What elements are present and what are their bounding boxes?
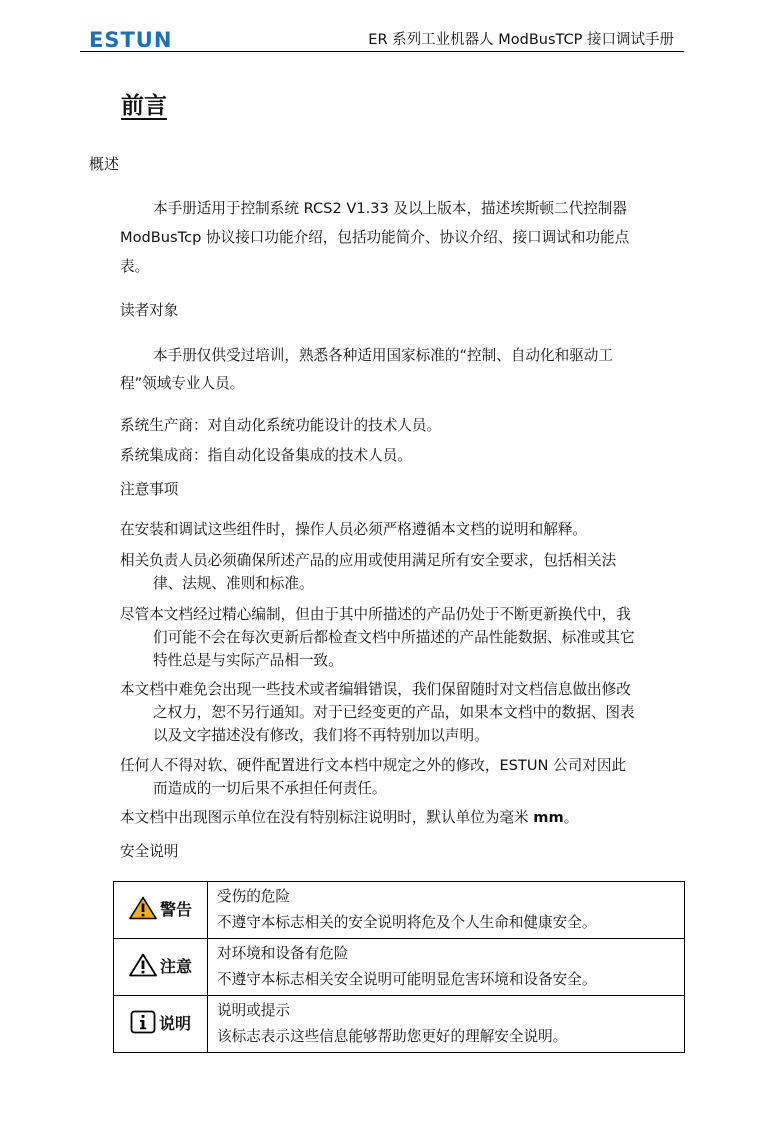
unit-sentence: 本文档中出现图示单位在没有特别标注说明时，默认单位为毫米 (120, 809, 534, 826)
safety-text: 该标志表示这些信息能够帮助您更好的理解安全说明。 (217, 1028, 568, 1045)
note-paragraph-line: 而造成的一切后果不承担任何责任。 (153, 780, 387, 797)
section-heading-safety: 安全说明 (120, 843, 179, 860)
unit-mm: mm (533, 809, 564, 826)
safety-sign-info (114, 996, 208, 1053)
caution-triangle-icon (129, 953, 157, 977)
paragraph-line: 表。 (120, 258, 150, 275)
section-heading-notes: 注意事项 (120, 481, 179, 498)
header-divider (80, 51, 684, 52)
paragraph-line: ModBusTcp 协议接口功能介绍，包括功能简介、协议介绍、接口调试和功能点 (120, 229, 630, 246)
section-heading-readers: 读者对象 (120, 302, 179, 319)
safety-label: 注意 (159, 956, 192, 976)
safety-label: 说明 (158, 1013, 191, 1033)
list-item: 系统生产商：对自动化系统功能设计的技术人员。 (120, 417, 442, 434)
note-paragraph-unit (120, 808, 578, 828)
table-row (114, 882, 685, 939)
safety-text: 不遵守本标志相关安全说明可能明显危害环境和设备安全。 (217, 971, 597, 988)
unit-sentence-end: 。 (563, 809, 579, 826)
safety-sign-warning (114, 882, 208, 939)
safety-text: 不遵守本标志相关的安全说明将危及个人生命和健康安全。 (217, 914, 597, 931)
note-paragraph-line: 之权力，恕不另行通知。对于已经变更的产品，如果本文档中的数据、图表 (153, 704, 635, 721)
note-paragraph-line: 尽管本文档经过精心编制，但由于其中所描述的产品仍处于不断更新换代中，我 (120, 606, 631, 623)
note-paragraph: 在安装和调试这些组件时，操作人员必须严格遵循本文档的说明和解释。 (120, 521, 588, 538)
note-paragraph-line: 相关负责人员必须确保所述产品的应用或使用满足所有安全要求，包括相关法 (120, 552, 617, 569)
note-paragraph-line: 们可能不会在每次更新后都检查文档中所描述的产品性能数据、标准或其它 (153, 629, 635, 646)
page-title: 前言 (121, 93, 167, 119)
safety-description (208, 939, 685, 996)
section-heading-overview: 概述 (89, 155, 120, 173)
safety-table (113, 881, 685, 1053)
safety-label: 警告 (159, 899, 192, 919)
note-paragraph-line: 特性总是与实际产品相一致。 (153, 652, 343, 669)
paragraph-line: 本手册仅供受过培训，熟悉各种适用国家标准的“控制、自动化和驱动工 (153, 347, 613, 364)
paragraph-line: 本手册适用于控制系统 RCS2 V1.33 及以上版本，描述埃斯顿二代控制器 (153, 200, 627, 217)
list-item: 系统集成商：指自动化设备集成的技术人员。 (120, 447, 412, 464)
note-paragraph-line: 律、法规、准则和标准。 (153, 575, 314, 592)
paragraph-line: 程”领域专业人员。 (120, 375, 245, 392)
info-icon (130, 1010, 156, 1034)
safety-description (208, 996, 685, 1053)
safety-title: 对环境和设备有危险 (217, 945, 349, 962)
table-row (114, 996, 685, 1053)
safety-title: 受伤的危险 (217, 888, 290, 905)
safety-description (208, 882, 685, 939)
note-paragraph-line: 任何人不得对软、硬件配置进行文本档中规定之外的修改，ESTUN 公司对因此 (120, 757, 627, 774)
safety-sign-caution (114, 939, 208, 996)
safety-title: 说明或提示 (217, 1002, 290, 1019)
note-paragraph-line: 以及文字描述没有修改，我们将不再特别加以声明。 (153, 727, 489, 744)
note-paragraph-line: 本文档中难免会出现一些技术或者编辑错误，我们保留随时对文档信息做出修改 (120, 681, 631, 698)
warning-triangle-icon (129, 896, 157, 920)
table-row (114, 939, 685, 996)
header-title: ER 系列工业机器人 ModBusTCP 接口调试手册 (368, 32, 674, 48)
estun-logo: ESTUN (89, 28, 173, 52)
